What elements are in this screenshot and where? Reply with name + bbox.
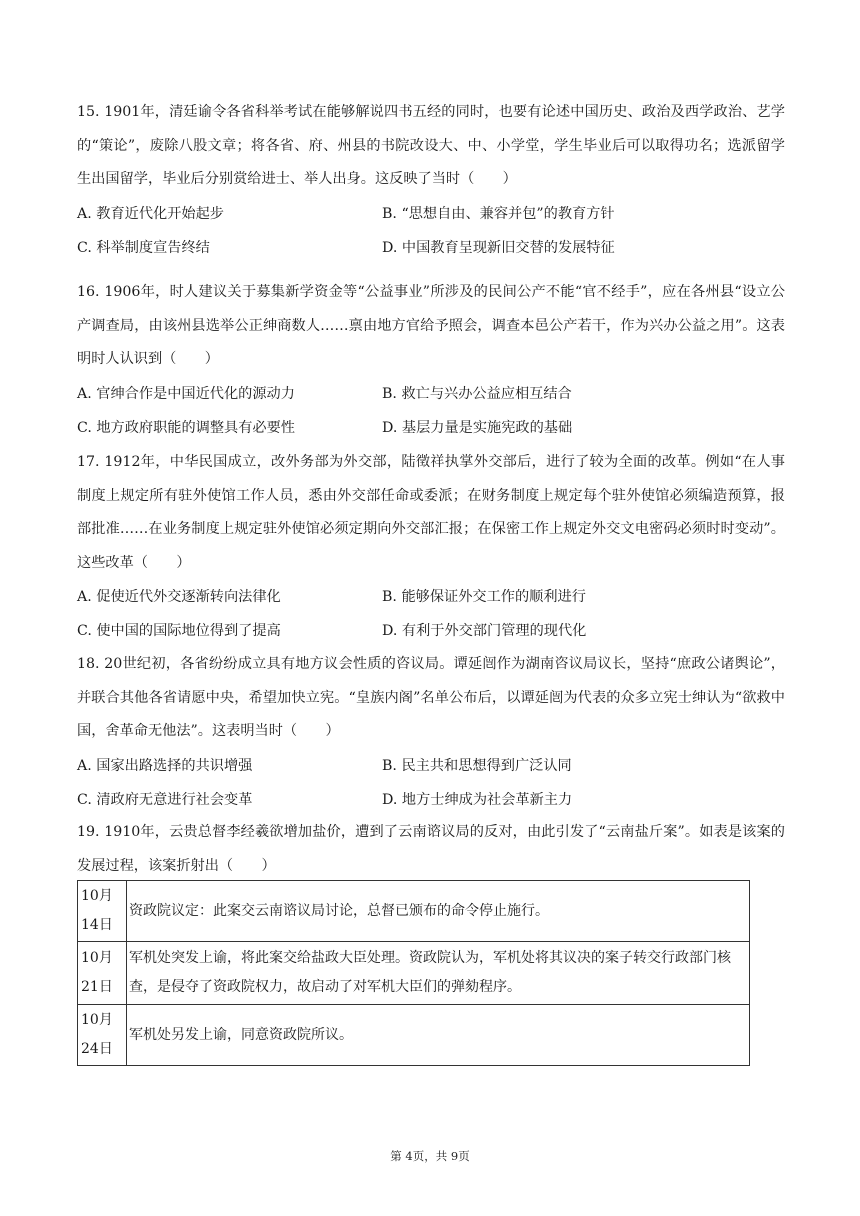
option-d[interactable]: D. 中国教育呈现新旧交替的发展特征 — [382, 239, 615, 256]
option-c[interactable]: C. 地方政府职能的调整具有必要性 — [77, 419, 295, 436]
page-footer: 第 4页，共 9页 — [390, 1149, 470, 1163]
salt-case-table — [77, 880, 750, 1066]
option-a[interactable]: A. 国家出路选择的共识增强 — [77, 757, 253, 774]
question-18 — [77, 648, 785, 817]
date-cell: 10月21日 — [78, 942, 127, 1005]
option-group — [77, 749, 785, 817]
option-group — [77, 580, 785, 648]
question-19 — [77, 816, 785, 883]
option-a[interactable]: A. 教育近代化开始起步 — [77, 205, 224, 222]
question-17 — [77, 446, 785, 648]
question-stem: 19. 1910年，云贵总督李经羲欲增加盐价，遭到了云南谘议局的反对，由此引发了“云南盐斤案”。如表是该案的发展过程，该案折射出（ ） — [77, 824, 785, 874]
content-cell: 军机处突发上谕，将此案交给盐政大臣处理。资政院认为，军机处将其议决的案子转交行政部门核查，是侵夺了资政院权力，故启动了对军机大臣们的弹劾程序。 — [127, 942, 750, 1005]
option-b[interactable]: B. “思想自由、兼容并包”的教育方针 — [382, 205, 615, 222]
date-cell: 10月14日 — [78, 881, 127, 942]
question-15 — [77, 96, 785, 265]
table-row — [78, 942, 750, 1005]
content-cell: 军机处另发上谕，同意资政院所议。 — [127, 1005, 750, 1066]
question-stem: 15. 1901年，清廷谕令各省科举考试在能够解说四书五经的同时，也要有论述中国历史、政治及西学政治、艺学的“策论”，废除八股文章；将各省、府、州县的书院改设大、中、小学堂，学生毕业后可以取得功名；选派留学生出国留学，毕业后分别赏给进士、举人出身。这反映了当时（ ） — [77, 104, 785, 187]
option-c[interactable]: C. 科举制度宣告终结 — [77, 239, 210, 256]
option-d[interactable]: D. 基层力量是实施宪政的基础 — [382, 419, 573, 436]
option-group — [77, 377, 785, 445]
question-stem: 16. 1906年，时人建议关于募集新学资金等“公益事业”所涉及的民间公产不能“官不经手”，应在各州县“设立公产调查局，由该州县选举公正绅商数人……禀由地方官给予照会，调查本邑公产若干，作为兴办公益之用”。这表明时人认识到（ ） — [77, 284, 785, 367]
content-cell: 资政院议定：此案交云南谘议局讨论，总督已颁布的命令停止施行。 — [127, 881, 750, 942]
option-d[interactable]: D. 地方士绅成为社会革新主力 — [382, 791, 573, 808]
question-stem: 17. 1912年，中华民国成立，改外务部为外交部，陆徵祥执掌外交部后，进行了较为全面的改革。例如“在人事制度上规定所有驻外使馆工作人员，悉由外交部任命或委派；在财务制度上规定每个驻外使馆必须编造预算，报部批准……在业务制度上规定驻外使馆必须定期向外交部汇报；在保密工作上规定外交文电密码必须时时变动”。这些改革（ ） — [77, 454, 785, 571]
table-row — [78, 1005, 750, 1066]
option-c[interactable]: C. 使中国的国际地位得到了提高 — [77, 623, 281, 639]
question-stem: 18. 20世纪初，各省纷纷成立具有地方议会性质的咨议局。谭延闿作为湖南咨议局议长，坚持“庶政公诸舆论”，并联合其他各省请愿中央，希望加快立宪。“皇族内阁”名单公布后，以谭延闿为代表的众多立宪士绅认为“欲救中国，舍革命无他法”。这表明当时（ ） — [77, 656, 785, 739]
option-d[interactable]: D. 有利于外交部门管理的现代化 — [382, 623, 587, 639]
option-group — [77, 197, 785, 265]
option-c[interactable]: C. 清政府无意进行社会变革 — [77, 791, 253, 808]
option-b[interactable]: B. 能够保证外交工作的顺利进行 — [382, 589, 586, 605]
question-16 — [77, 276, 785, 445]
option-a[interactable]: A. 官绅合作是中国近代化的源动力 — [77, 385, 295, 402]
date-cell: 10月24日 — [78, 1005, 127, 1066]
option-a[interactable]: A. 促使近代外交逐渐转向法律化 — [77, 589, 281, 605]
option-b[interactable]: B. 救亡与兴办公益应相互结合 — [382, 385, 572, 402]
option-b[interactable]: B. 民主共和思想得到广泛认同 — [382, 757, 572, 774]
table-row — [78, 881, 750, 942]
